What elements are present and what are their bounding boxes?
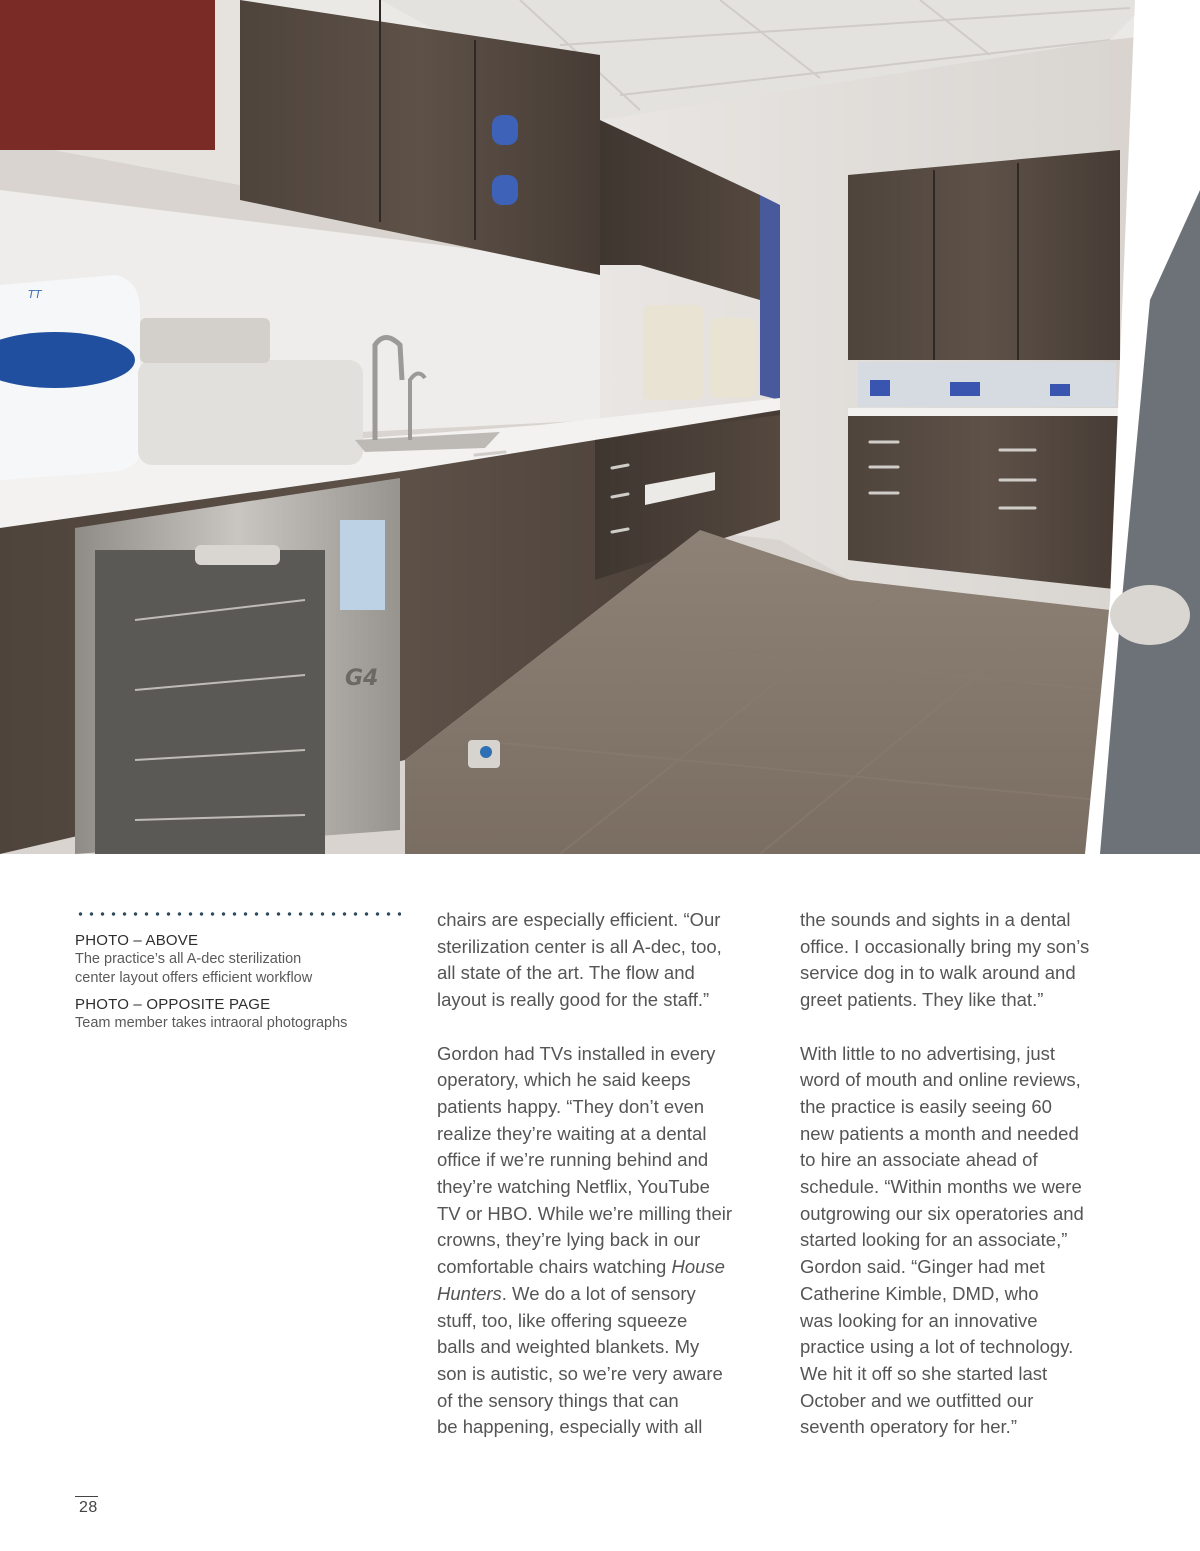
text-line: service dog in to walk around and <box>800 962 1076 984</box>
caption-line: The practice’s all A-dec sterilization <box>75 951 302 967</box>
caption-label-opposite: PHOTO – OPPOSITE PAGE <box>75 996 271 1013</box>
folio-rule <box>75 1496 98 1497</box>
text-fragment: comfortable chairs watching <box>437 1256 672 1278</box>
caption-label-above: PHOTO – ABOVE <box>75 932 199 949</box>
text-line: son is autistic, so we’re very aware <box>437 1362 723 1384</box>
text-line: the practice is easily seeing 60 <box>800 1095 1052 1117</box>
caption-line: center layout offers efficient workflow <box>75 970 313 986</box>
text-line <box>437 1281 777 1308</box>
text-line: be happening, especially with all <box>437 1416 703 1438</box>
text-line <box>437 1254 777 1281</box>
text-line: With little to no advertising, just <box>800 1042 1055 1064</box>
text-line: was looking for an innovative <box>800 1309 1038 1331</box>
article-column-middle <box>437 907 777 1468</box>
text-line: October and we outfitted our <box>800 1389 1034 1411</box>
text-line: balls and weighted blankets. My <box>437 1336 700 1358</box>
text-line: new patients a month and needed <box>800 1122 1079 1144</box>
text-line: Gordon said. “Ginger had met <box>800 1256 1045 1278</box>
text-line: greet patients. They like that.” <box>800 989 1044 1011</box>
caption-line: Team member takes intraoral photographs <box>75 1015 348 1031</box>
text-line: sterilization center is all A-dec, too, <box>437 935 722 957</box>
text-line: stuff, too, like offering squeeze <box>437 1309 688 1331</box>
show-title-italic: House <box>671 1256 725 1278</box>
text-line: outgrowing our six operatories and <box>800 1202 1084 1224</box>
text-line: office. I occasionally bring my son’s <box>800 935 1090 957</box>
caption-text-above <box>75 950 405 988</box>
article-paragraph <box>800 907 1140 1014</box>
text-line: of the sensory things that can <box>437 1389 679 1411</box>
text-line: patients happy. “They don’t even <box>437 1095 705 1117</box>
text-line: realize they’re waiting at a dental <box>437 1122 707 1144</box>
text-line: all state of the art. The flow and <box>437 962 695 984</box>
text-line: started looking for an associate,” <box>800 1229 1068 1251</box>
text-line: operatory, which he said keeps <box>437 1069 691 1091</box>
text-line: seventh operatory for her.” <box>800 1416 1017 1438</box>
text-line: layout is really good for the staff.” <box>437 989 710 1011</box>
article-column-right <box>800 907 1140 1468</box>
text-line: practice using a lot of technology. <box>800 1336 1074 1358</box>
text-fragment: . We do a lot of sensory <box>501 1282 696 1304</box>
text-line: chairs are especially efficient. “Our <box>437 909 721 930</box>
caption-dotted-rule <box>75 911 401 917</box>
text-line: to hire an associate ahead of <box>800 1149 1038 1171</box>
article-paragraph <box>800 1041 1140 1442</box>
text-line: crowns, they’re lying back in our <box>437 1229 701 1251</box>
text-line: they’re watching Netflix, YouTube <box>437 1176 710 1198</box>
page-number: 28 <box>79 1499 98 1516</box>
article-paragraph <box>437 1041 777 1442</box>
text-line: Catherine Kimble, DMD, who <box>800 1282 1039 1304</box>
device-badge-text: TT <box>28 288 42 301</box>
caption-text-opposite <box>75 1014 405 1033</box>
show-title-italic: Hunters <box>437 1282 502 1304</box>
text-line: TV or HBO. While we’re milling their <box>437 1202 733 1224</box>
text-line: schedule. “Within months we were <box>800 1176 1082 1198</box>
photo-captions <box>75 932 405 1041</box>
article-paragraph <box>437 907 777 1014</box>
washer-badge-text: G4 <box>345 666 379 691</box>
text-line: office if we’re running behind and <box>437 1149 709 1171</box>
text-line: word of mouth and online reviews, <box>800 1069 1081 1091</box>
text-line: Gordon had TVs installed in every <box>437 1042 716 1064</box>
text-line: We hit it off so she started last <box>800 1362 1048 1384</box>
text-line: the sounds and sights in a dental <box>800 909 1071 930</box>
